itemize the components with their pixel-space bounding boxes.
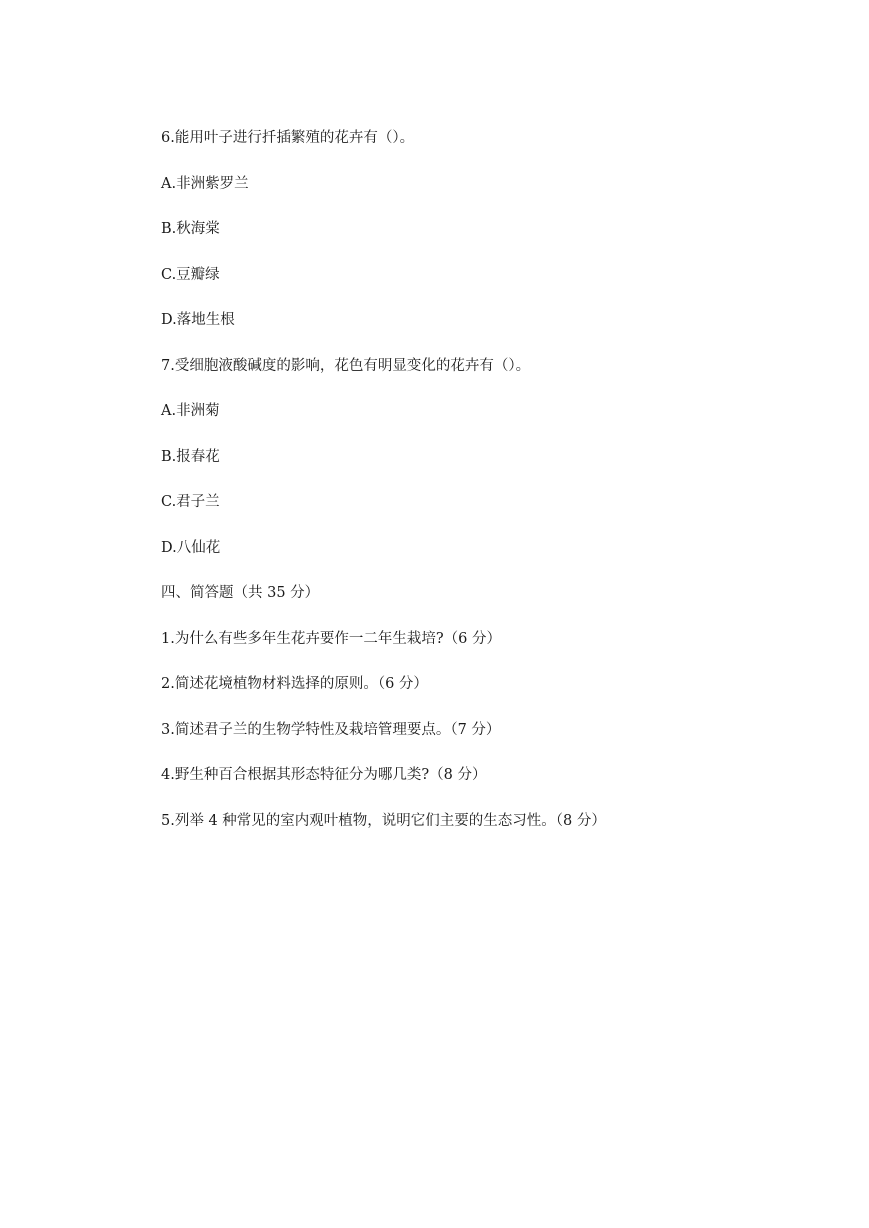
q6-option-d: D.落地生根: [161, 312, 235, 328]
q7-option-a: A.非洲菊: [161, 403, 220, 419]
q7-option-c: C.君子兰: [161, 494, 220, 510]
short-answer-1: 1.为什么有些多年生花卉要作一二年生栽培?（6 分）: [161, 630, 501, 647]
q7-option-b: B.报春花: [161, 448, 220, 465]
short-answer-3: 3.简述君子兰的生物学特性及栽培管理要点。（7 分）: [161, 721, 501, 738]
question-7: 7.受细胞液酸碱度的影响，花色有明显变化的花卉有（）。: [161, 357, 531, 374]
q6-option-b: B.秋海棠: [161, 221, 220, 237]
short-answer-5: 5.列举 4 种常见的室内观叶植物，说明它们主要的生态习性。（8 分）: [161, 812, 606, 829]
short-answer-2: 2.简述花境植物材料选择的原则。（6 分）: [161, 676, 428, 692]
section-heading-short-answer: 四、简答题（共 35 分）: [161, 585, 320, 601]
q6-option-a: A.非洲紫罗兰: [161, 175, 249, 192]
document-page: [161, 127, 801, 855]
question-6: 6.能用叶子进行扦插繁殖的花卉有（）。: [161, 130, 415, 146]
q7-option-d: D.八仙花: [161, 539, 221, 556]
q6-option-c: C.豆瓣绿: [161, 266, 220, 283]
short-answer-4: 4.野生种百合根据其形态特征分为哪几类?（8 分）: [161, 767, 487, 783]
